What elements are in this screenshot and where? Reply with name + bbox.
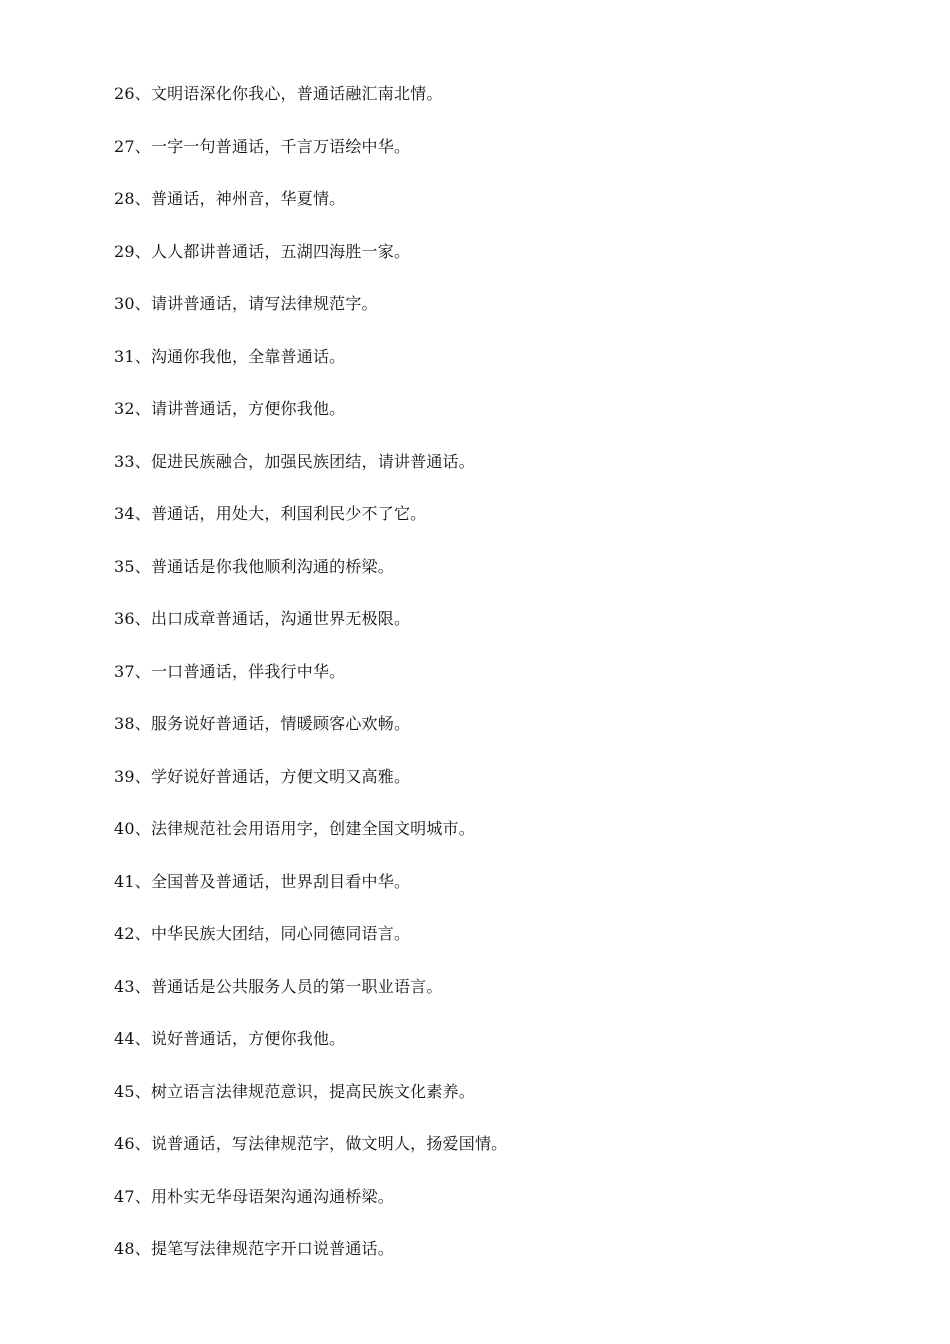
list-item: 29、人人都讲普通话，五湖四海胜一家。	[114, 241, 411, 261]
list-item: 43、普通话是公共服务人员的第一职业语言。	[114, 976, 443, 996]
list-item: 31、沟通你我他，全靠普通话。	[114, 346, 346, 366]
list-item: 38、服务说好普通话，情暖顾客心欢畅。	[114, 714, 411, 733]
list-item: 44、说好普通话，方便你我他。	[114, 1029, 346, 1048]
list-item: 41、全国普及普通话，世界刮目看中华。	[114, 871, 411, 891]
list-item: 40、法律规范社会用语用字，创建全国文明城市。	[114, 819, 475, 838]
list-item: 47、用朴实无华母语架沟通沟通桥梁。	[114, 1186, 394, 1206]
list-item: 45、树立语言法律规范意识，提高民族文化素养。	[114, 1081, 475, 1101]
list-item: 37、一口普通话，伴我行中华。	[114, 661, 346, 681]
list-item: 48、提笔写法律规范字开口说普通话。	[114, 1239, 394, 1258]
list-item: 39、学好说好普通话，方便文明又高雅。	[114, 766, 411, 786]
list-item: 35、普通话是你我他顺利沟通的桥梁。	[114, 556, 394, 576]
list-item: 27、一字一句普通话，千言万语绘中华。	[114, 136, 411, 156]
list-item: 33、促进民族融合，加强民族团结，请讲普通话。	[114, 451, 475, 471]
list-item: 34、普通话，用处大，利国利民少不了它。	[114, 504, 427, 523]
list-item: 46、说普通话，写法律规范字，做文明人，扬爱国情。	[114, 1134, 508, 1153]
list-item: 32、请讲普通话，方便你我他。	[114, 399, 346, 418]
list-item: 30、请讲普通话，请写法律规范字。	[114, 294, 378, 313]
list-item: 28、普通话，神州音，华夏情。	[114, 189, 346, 208]
slogan-list	[114, 80, 914, 1288]
list-item: 36、出口成章普通话，沟通世界无极限。	[114, 609, 411, 628]
list-item: 26、文明语深化你我心，普通话融汇南北情。	[114, 84, 443, 103]
list-item: 42、中华民族大团结，同心同德同语言。	[114, 924, 411, 943]
